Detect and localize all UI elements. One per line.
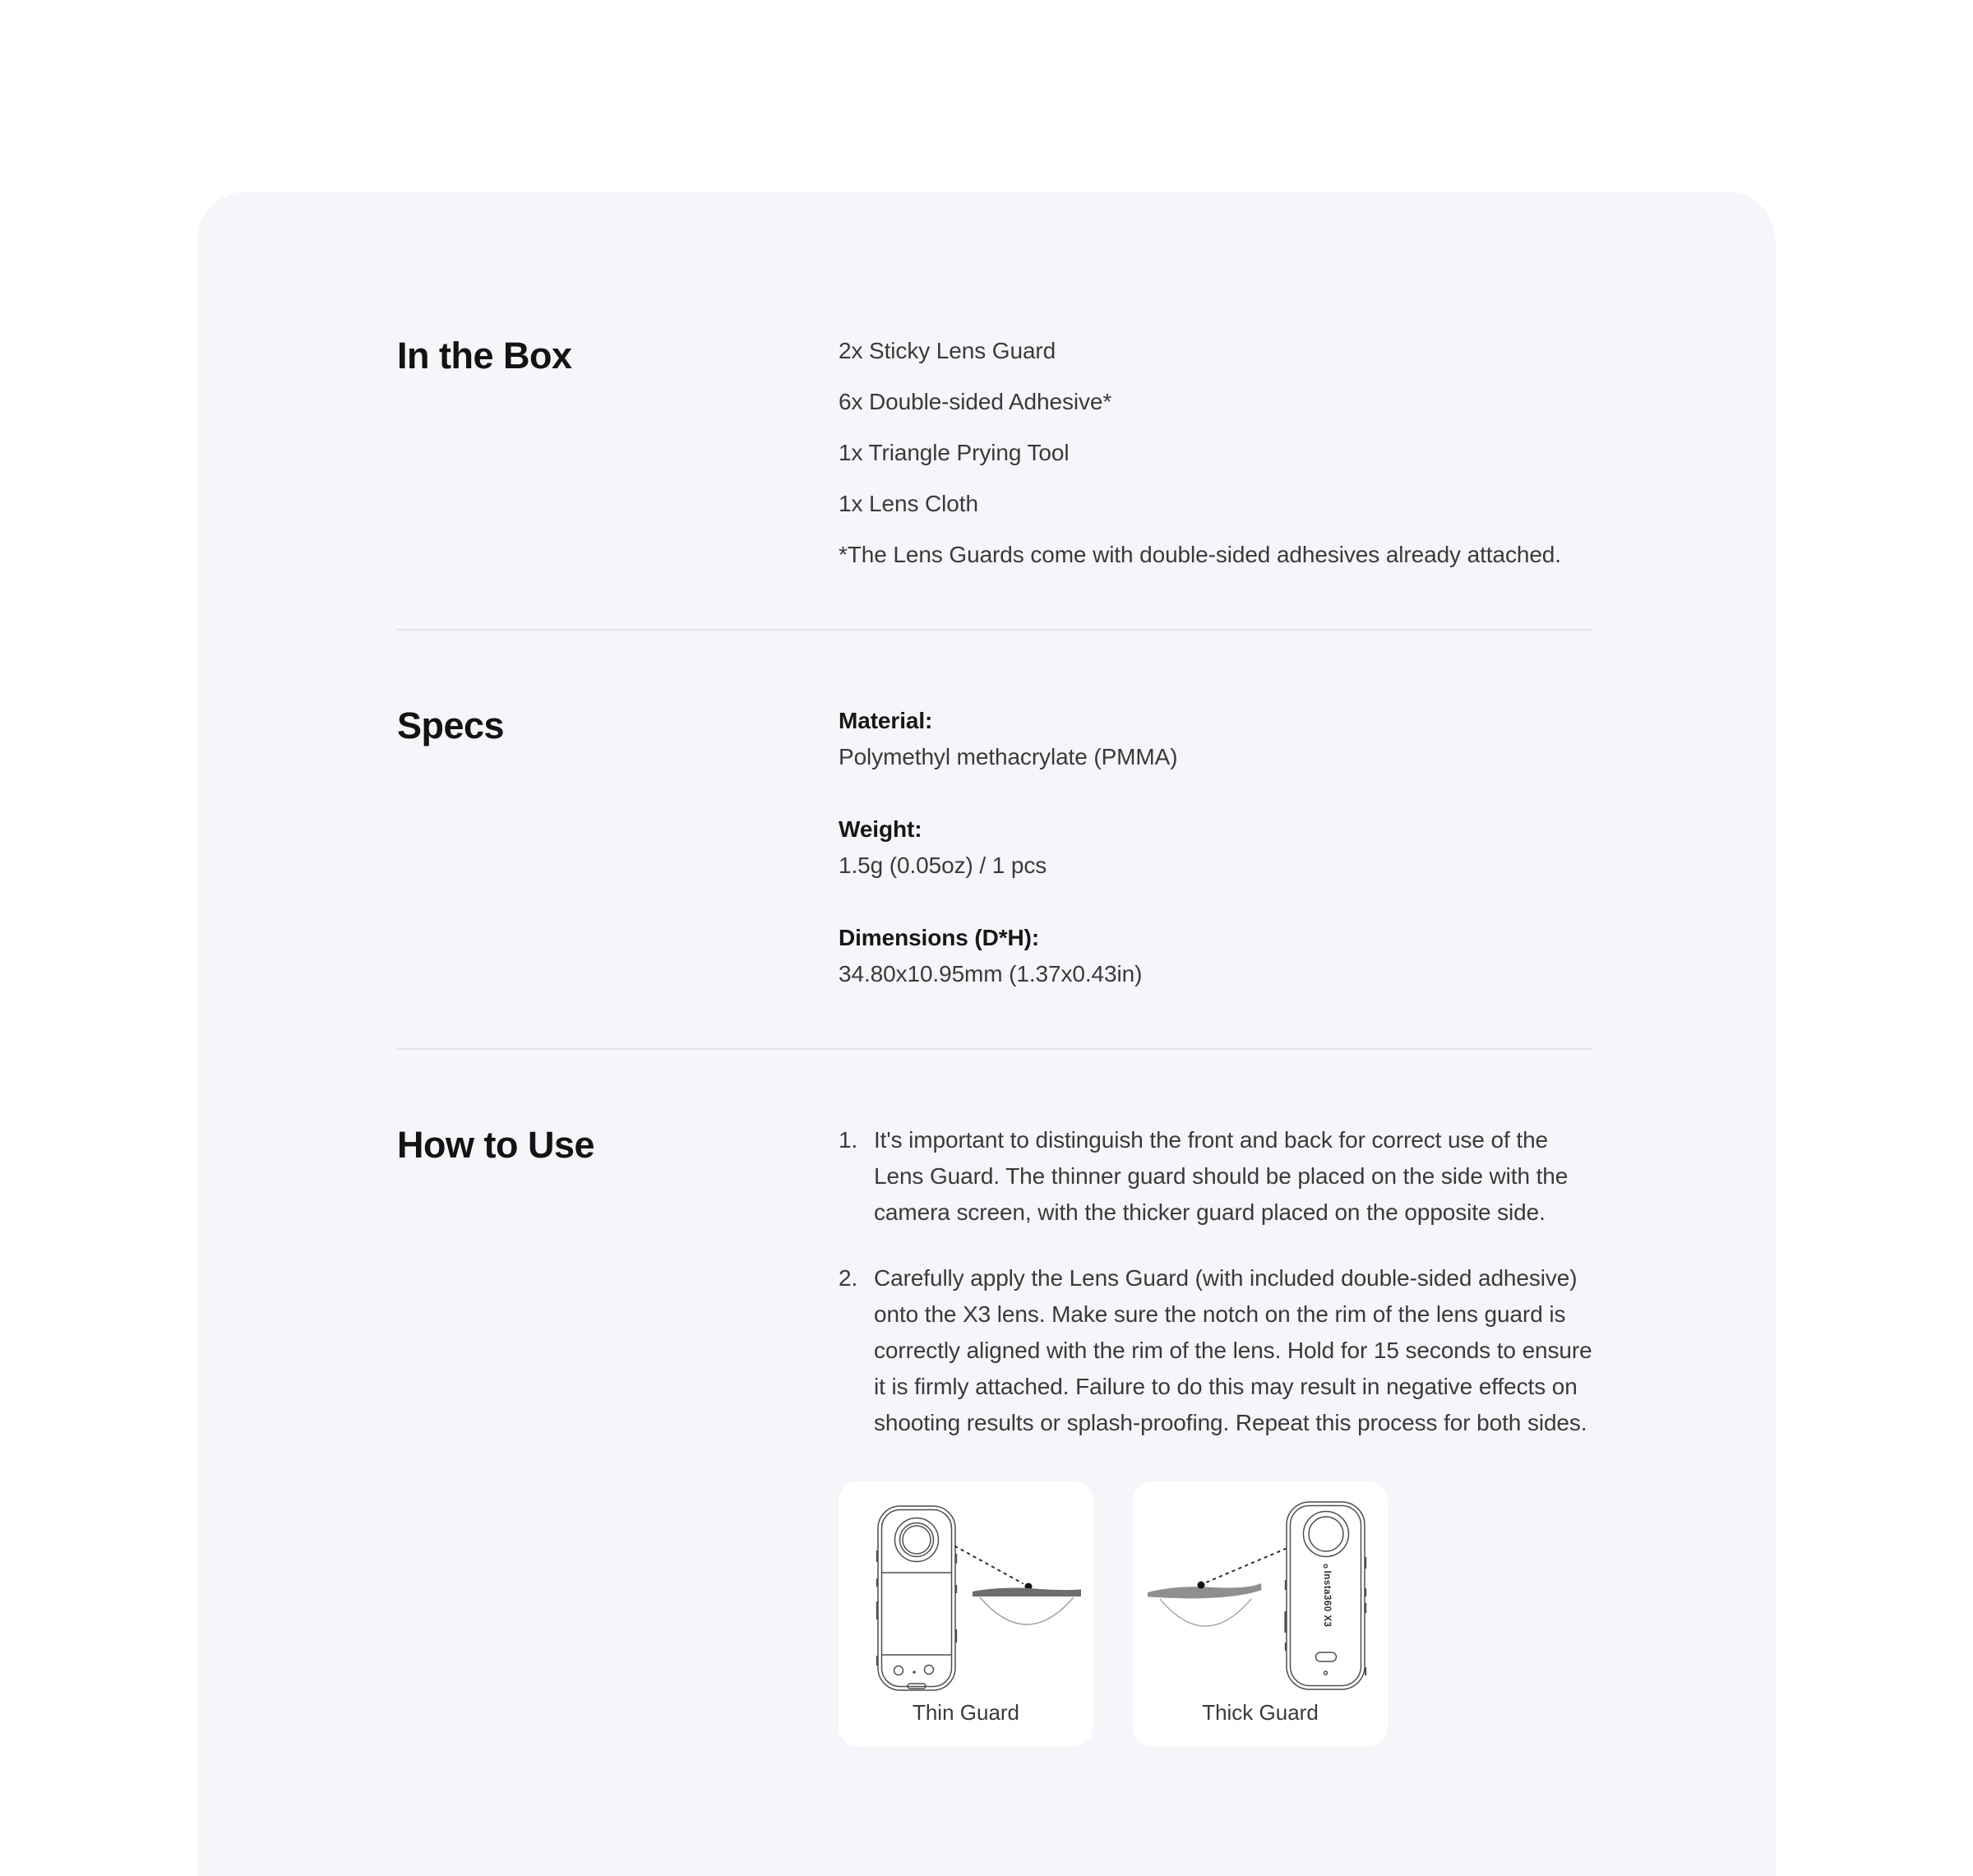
in-the-box-content [839, 333, 1593, 573]
box-item: 2x Sticky Lens Guard [839, 338, 1056, 363]
section-how-to-use [397, 1122, 1593, 1746]
camera-back-line-art [1286, 1502, 1365, 1689]
box-item: 1x Triangle Prying Tool [839, 440, 1070, 465]
thick-guard-side-view [1148, 1583, 1262, 1626]
spec-group-material [839, 703, 1593, 775]
thin-guard-card [839, 1481, 1093, 1746]
specs-content [839, 703, 1593, 992]
camera-brand-text: Insta360 X3 [1321, 1570, 1332, 1628]
how-to-use-content [839, 1122, 1593, 1746]
figure-label-thin: Thin Guard [912, 1700, 1020, 1725]
guard-figures [839, 1481, 1593, 1746]
section-specs [397, 703, 1593, 992]
box-item: 1x Lens Cloth [839, 491, 978, 516]
step-text: Carefully apply the Lens Guard (with included double-sided adhesive) onto the X3 lens. Make sure the notch on the rim of the lens guard is correctly aligned with the rim of the lens. Hold for 15 seconds to ensure it is firmly attached. Failure to do this may result in negative effects on shooting results or splash-proofing. Repeat this process for both sides. [874, 1265, 1592, 1435]
adhesive-pointer-dotted-line [1198, 1548, 1288, 1589]
box-note: *The Lens Guards come with double-sided adhesives already attached. [839, 542, 1561, 567]
thick-guard-card [1133, 1481, 1388, 1746]
spec-value-dimensions: 34.80x10.95mm (1.37x0.43in) [839, 961, 1143, 987]
product-info-panel [197, 192, 1776, 1876]
how-to-step [839, 1122, 1593, 1231]
step-number: 2. [839, 1265, 858, 1291]
thin-guard-side-view [973, 1588, 1081, 1624]
spec-group-weight [839, 811, 1593, 884]
box-item: 6x Double-sided Adhesive* [839, 389, 1112, 414]
section-title-in-the-box: In the Box [397, 335, 572, 377]
step-text: It's important to distinguish the front and back for correct use of the Lens Guard. The thinner guard should be placed on the side with the camera screen, with the thicker guard placed on the opposite side. [874, 1127, 1569, 1225]
section-divider [397, 1048, 1593, 1050]
camera-front-line-art [877, 1506, 956, 1690]
section-title-specs: Specs [397, 705, 505, 746]
spec-group-dimensions [839, 920, 1593, 992]
adhesive-pointer-dotted-line [955, 1546, 1033, 1591]
figure-label-thick: Thick Guard [1202, 1700, 1319, 1725]
spec-label-dimensions: Dimensions (D*H): [839, 925, 1040, 950]
spec-value-weight: 1.5g (0.05oz) / 1 pcs [839, 853, 1047, 878]
section-title-how-to-use: How to Use [397, 1124, 595, 1166]
spec-label-weight: Weight: [839, 816, 922, 842]
spec-value-material: Polymethyl methacrylate (PMMA) [839, 744, 1178, 769]
step-number: 1. [839, 1127, 858, 1153]
section-divider [397, 629, 1593, 631]
how-to-step [839, 1260, 1593, 1441]
section-in-the-box [397, 333, 1593, 573]
spec-label-material: Material: [839, 708, 933, 733]
